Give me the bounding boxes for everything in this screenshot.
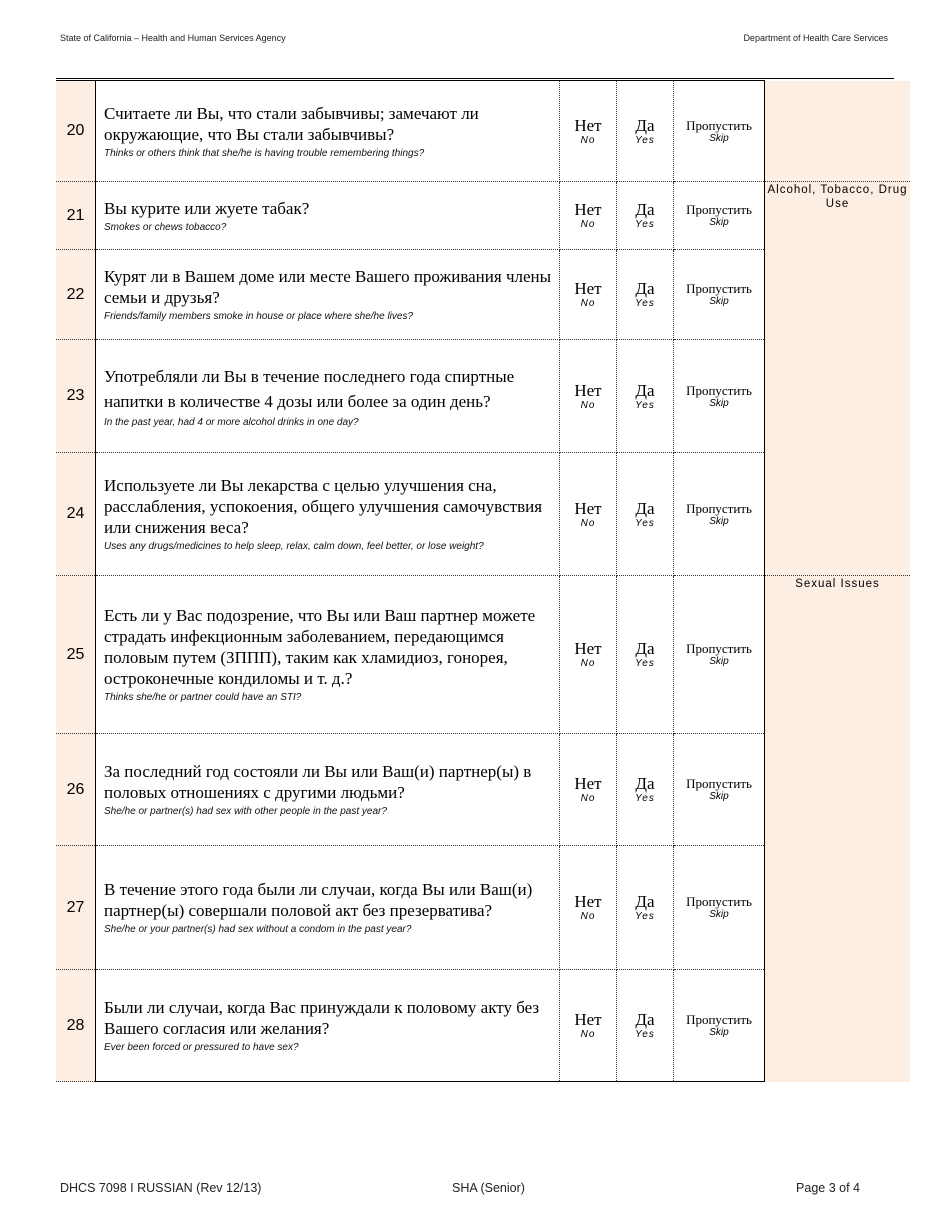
question-ru: Были ли случаи, когда Вас принуждали к половому акту без Вашего согласия или желания? xyxy=(104,998,540,1038)
answer-yes[interactable] xyxy=(617,970,674,1082)
answer-skip[interactable] xyxy=(674,734,765,846)
answer-yes-ru: Да xyxy=(635,892,655,911)
answer-skip-en: Skip xyxy=(709,1027,729,1038)
answer-no[interactable] xyxy=(560,250,617,340)
answer-yes-en: Yes xyxy=(635,219,655,230)
answer-no-en: No xyxy=(580,399,596,411)
question-row-21 xyxy=(56,182,910,250)
answer-yes-en: Yes xyxy=(635,298,655,309)
question-en: Thinks or others think that she/he is having trouble remembering things? xyxy=(104,147,425,159)
question-en: She/he or your partner(s) had sex without a condom in the past year? xyxy=(104,924,412,935)
answer-no-en: No xyxy=(580,1029,596,1040)
answer-skip-en: Skip xyxy=(709,791,729,802)
question-number: 20 xyxy=(56,81,96,182)
answer-no[interactable] xyxy=(560,453,617,576)
question-en: In the past year, had 4 or more alcohol drinks in one day? xyxy=(104,416,359,428)
answer-skip-ru: Пропустить xyxy=(686,202,752,217)
question-ru: Считаете ли Вы, что стали забывчивы; замечают ли окружающие, что Вы стали забывчивы? xyxy=(104,103,479,144)
question-text xyxy=(96,250,560,340)
answer-yes[interactable] xyxy=(617,576,674,734)
question-en: Ever been forced or pressured to have sex? xyxy=(104,1042,299,1053)
answer-skip-ru: Пропустить xyxy=(686,500,752,516)
question-text xyxy=(96,846,560,970)
answer-yes-en: Yes xyxy=(635,399,655,411)
answer-skip[interactable] xyxy=(674,846,765,970)
answer-skip[interactable] xyxy=(674,182,765,250)
answer-no-en: No xyxy=(580,219,596,230)
answer-yes-en: Yes xyxy=(635,658,655,669)
question-number: 26 xyxy=(56,734,96,846)
category-alcohol-tobacco-drug: Alcohol, Tobacco, Drug Use xyxy=(765,182,911,576)
answer-no[interactable] xyxy=(560,81,617,182)
answer-yes-ru: Да xyxy=(635,279,655,298)
question-row-20 xyxy=(56,81,910,182)
answer-skip-en: Skip xyxy=(709,909,729,920)
answer-no-ru: Нет xyxy=(574,1010,602,1029)
answer-yes-ru: Да xyxy=(635,380,655,400)
answer-skip-ru: Пропустить xyxy=(686,117,752,133)
question-en: Uses any drugs/medicines to help sleep, relax, calm down, feel better, or lose weight? xyxy=(104,541,484,552)
answer-skip-ru: Пропустить xyxy=(686,1012,752,1027)
answer-no-en: No xyxy=(580,911,596,922)
question-text xyxy=(96,340,560,453)
answer-yes-ru: Да xyxy=(635,639,655,658)
question-en: Smokes or chews tobacco? xyxy=(104,221,227,233)
answer-skip-en: Skip xyxy=(709,296,729,307)
answer-yes[interactable] xyxy=(617,250,674,340)
answer-skip-en: Skip xyxy=(709,217,729,228)
question-ru: Вы курите или жуете табак? xyxy=(104,198,310,218)
question-text xyxy=(96,734,560,846)
answer-yes-en: Yes xyxy=(635,793,655,804)
question-number: 21 xyxy=(56,182,96,250)
answer-no-en: No xyxy=(580,517,596,529)
answer-no-en: No xyxy=(580,793,596,804)
answer-skip[interactable] xyxy=(674,250,765,340)
category-sexual-issues: Sexual Issues xyxy=(765,576,911,1082)
answer-yes-en: Yes xyxy=(635,134,655,146)
questionnaire-table xyxy=(56,80,910,1082)
question-number: 24 xyxy=(56,453,96,576)
category-cell-empty xyxy=(765,81,911,182)
question-en: Friends/family members smoke in house or place where she/he lives? xyxy=(104,311,414,322)
answer-skip[interactable] xyxy=(674,576,765,734)
answer-no-ru: Нет xyxy=(574,115,602,135)
footer-form-id: DHCS 7098 I RUSSIAN (Rev 12/13) xyxy=(60,1181,262,1195)
question-text xyxy=(96,182,560,250)
answer-no-en: No xyxy=(580,658,596,669)
answer-skip-en: Skip xyxy=(709,132,729,144)
answer-no[interactable] xyxy=(560,576,617,734)
question-text xyxy=(96,81,560,182)
answer-skip-ru: Пропустить xyxy=(686,382,752,398)
answer-yes-ru: Да xyxy=(635,115,655,135)
question-number: 25 xyxy=(56,576,96,734)
answer-skip-en: Skip xyxy=(709,397,729,409)
answer-yes-en: Yes xyxy=(635,517,655,529)
answer-no-ru: Нет xyxy=(574,279,602,298)
answer-skip-ru: Пропустить xyxy=(686,281,752,296)
answer-no-en: No xyxy=(580,134,596,146)
answer-skip-ru: Пропустить xyxy=(686,776,752,791)
question-text xyxy=(96,453,560,576)
question-en: She/he or partner(s) had sex with other people in the past year? xyxy=(104,806,387,817)
question-ru: Употребляли ли Вы в течение последнего года спиртные напитки в количестве 4 дозы или более за один день? xyxy=(104,366,515,411)
answer-skip[interactable] xyxy=(674,970,765,1082)
question-text xyxy=(96,970,560,1082)
answer-yes[interactable] xyxy=(617,453,674,576)
answer-yes[interactable] xyxy=(617,182,674,250)
answer-skip-en: Skip xyxy=(709,656,729,667)
answer-yes-en: Yes xyxy=(635,1029,655,1040)
answer-skip[interactable] xyxy=(674,81,765,182)
question-ru: Курят ли в Вашем доме или месте Вашего проживания члены семьи и друзья? xyxy=(104,267,552,307)
answer-no-ru: Нет xyxy=(574,892,602,911)
question-number: 27 xyxy=(56,846,96,970)
answer-yes-ru: Да xyxy=(635,200,655,219)
answer-yes-ru: Да xyxy=(635,498,655,518)
answer-yes[interactable] xyxy=(617,340,674,453)
question-text xyxy=(96,576,560,734)
answer-no-ru: Нет xyxy=(574,774,602,793)
question-row-25 xyxy=(56,576,910,734)
answer-no[interactable] xyxy=(560,846,617,970)
answer-skip-ru: Пропустить xyxy=(686,641,752,656)
answer-no-ru: Нет xyxy=(574,498,602,518)
answer-no[interactable] xyxy=(560,340,617,453)
answer-yes-ru: Да xyxy=(635,774,655,793)
question-number: 23 xyxy=(56,340,96,453)
answer-no[interactable] xyxy=(560,182,617,250)
footer-page-number: Page 3 of 4 xyxy=(796,1181,860,1195)
answer-skip[interactable] xyxy=(674,340,765,453)
answer-yes[interactable] xyxy=(617,846,674,970)
question-ru: В течение этого года были ли случаи, когда Вы или Ваш(и) партнер(ы) совершали половой акт без презерватива? xyxy=(104,880,533,920)
answer-no[interactable] xyxy=(560,970,617,1082)
question-en: Thinks she/he or partner could have an STI? xyxy=(104,692,302,703)
header-agency: State of California – Health and Human Services Agency xyxy=(60,33,286,43)
question-number: 28 xyxy=(56,970,96,1082)
answer-skip-ru: Пропустить xyxy=(686,894,752,909)
header-department: Department of Health Care Services xyxy=(743,33,888,43)
answer-skip-en: Skip xyxy=(709,515,729,527)
question-ru: Используете ли Вы лекарства с целью улучшения сна, расслабления, успокоения, общего улучшения самочувствия или снижения веса? xyxy=(104,476,543,537)
answer-no-ru: Нет xyxy=(574,380,602,400)
question-ru: За последний год состояли ли Вы или Ваш(и) партнер(ы) в половых отношениях с другими людьми? xyxy=(104,762,532,802)
answer-skip[interactable] xyxy=(674,453,765,576)
question-ru: Есть ли у Вас подозрение, что Вы или Ваш партнер можете страдать инфекционным заболеванием, передающимся половым путем (ЗППП), таким как хламидиоз, гонорея, остроконечные кондиломы и т. д.? xyxy=(104,606,536,688)
answer-yes[interactable] xyxy=(617,81,674,182)
footer-form-name: SHA (Senior) xyxy=(452,1181,525,1195)
top-rule xyxy=(56,78,894,79)
answer-yes-ru: Да xyxy=(635,1010,655,1029)
question-number: 22 xyxy=(56,250,96,340)
answer-yes[interactable] xyxy=(617,734,674,846)
answer-no-ru: Нет xyxy=(574,639,602,658)
answer-no-ru: Нет xyxy=(574,200,602,219)
answer-no-en: No xyxy=(580,298,596,309)
answer-yes-en: Yes xyxy=(635,911,655,922)
answer-no[interactable] xyxy=(560,734,617,846)
